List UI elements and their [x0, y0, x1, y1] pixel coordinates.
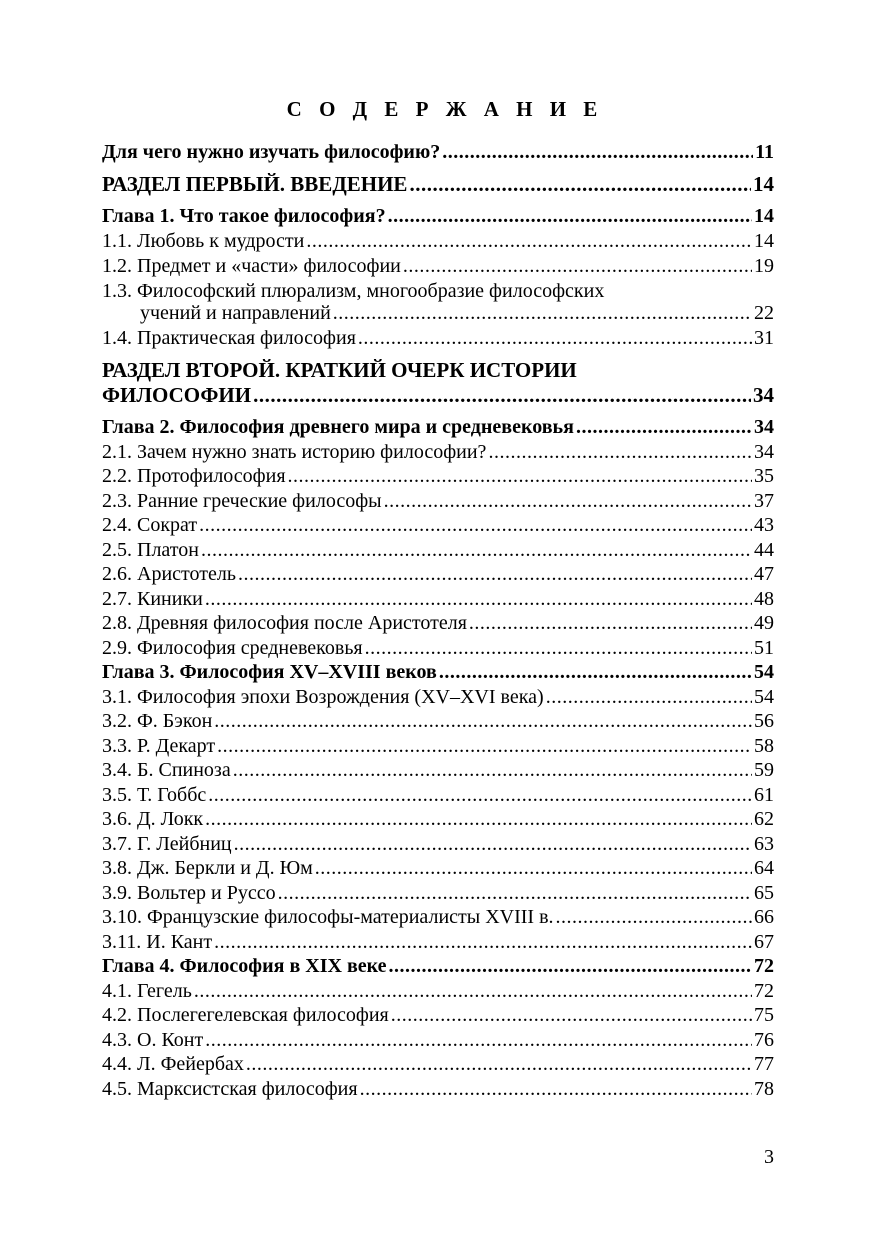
toc-entry[interactable] [102, 562, 774, 587]
toc-entry-page: 65 [754, 882, 774, 904]
toc-entry-page: 58 [754, 735, 774, 757]
toc-entry-title: 3.7. Г. Лейбниц [102, 833, 232, 855]
toc-entry-page: 61 [754, 784, 774, 806]
toc-entry[interactable] [102, 758, 774, 783]
toc-entry-title: 4.4. Л. Фейербах [102, 1053, 244, 1075]
toc-entry-title: ФИЛОСОФИИ [102, 383, 252, 407]
toc-entry-page: 48 [754, 588, 774, 610]
toc-entry[interactable] [102, 685, 774, 710]
toc-entry[interactable] [102, 513, 774, 538]
toc-entry-page: 37 [754, 490, 774, 512]
toc-entry-page: 77 [754, 1053, 774, 1075]
toc-entry-title: 2.7. Киники [102, 588, 203, 610]
toc-entry-page: 54 [754, 661, 774, 683]
toc-entry[interactable] [102, 1003, 774, 1028]
leader-dots [388, 204, 752, 229]
toc-entry[interactable] [102, 326, 774, 351]
toc-entry-title: Глава 2. Философия древнего мира и средневековья [102, 416, 574, 438]
toc-entry-page: 14 [754, 205, 774, 227]
toc-entry-title: 4.2. Послегегелевская философия [102, 1004, 389, 1026]
leader-dots [208, 783, 752, 808]
page-heading: С О Д Е Р Ж А Н И Е [286, 97, 604, 121]
toc-entry-title: 4.5. Марксистская философия [102, 1078, 358, 1100]
toc-entry-page: 56 [754, 710, 774, 732]
leader-dots [333, 301, 752, 326]
toc-entry-title: 3.6. Д. Локк [102, 808, 204, 830]
toc-entry[interactable] [102, 464, 774, 489]
toc-entry-title: 3.9. Вольтер и Руссо [102, 882, 276, 904]
toc-entry-page: 62 [754, 808, 774, 830]
toc-entry[interactable] [102, 301, 774, 326]
leader-dots [194, 979, 752, 1004]
toc-entry-page: 72 [754, 955, 774, 977]
leader-dots [384, 489, 752, 514]
toc-entry-page: 59 [754, 759, 774, 781]
toc-entry-page: 66 [754, 906, 774, 928]
leader-dots [391, 1003, 752, 1028]
leader-dots [365, 636, 752, 661]
toc-entry-page: 34 [754, 416, 774, 438]
toc-entry[interactable] [102, 229, 774, 254]
leader-dots [306, 229, 752, 254]
leader-dots [439, 660, 752, 685]
leader-dots [199, 513, 752, 538]
toc-entry[interactable] [102, 1077, 774, 1102]
toc-entry[interactable] [102, 979, 774, 1004]
toc-entry-page: 54 [754, 686, 774, 708]
toc-entry-title: 3.2. Ф. Бэкон [102, 710, 213, 732]
toc-entry-page: 47 [754, 563, 774, 585]
toc-entry-page: 67 [754, 931, 774, 953]
toc-entry[interactable] [102, 140, 774, 165]
leader-dots [389, 954, 752, 979]
toc-entry-title: 2.9. Философия средневековья [102, 637, 363, 659]
toc-entry-title: 2.5. Платон [102, 539, 199, 561]
toc-entry-title: 2.4. Сократ [102, 514, 198, 536]
toc-entry-title: учений и направлений [140, 302, 331, 324]
leader-dots [214, 930, 752, 955]
leader-dots [360, 1077, 752, 1102]
leader-dots [205, 587, 752, 612]
toc-entry-title: Глава 3. Философия XV–XVIII веков [102, 661, 437, 683]
toc-entry[interactable] [102, 832, 774, 857]
leader-dots [469, 611, 752, 636]
toc-entry-title: Глава 1. Что такое философия? [102, 205, 386, 227]
toc-entry[interactable] [102, 611, 774, 636]
leader-dots [201, 538, 752, 563]
toc-entry[interactable] [102, 538, 774, 563]
toc-entry-title: 3.4. Б. Спиноза [102, 759, 231, 781]
toc-entry-title: 2.1. Зачем нужно знать историю философии? [102, 441, 487, 463]
toc-entry[interactable] [102, 1052, 774, 1077]
toc-entry-title: Глава 4. Философия в XIX веке [102, 955, 387, 977]
leader-dots [546, 685, 752, 710]
leader-dots [214, 709, 752, 734]
toc-entry-page: 31 [754, 327, 774, 349]
toc-entry[interactable] [102, 1028, 774, 1053]
toc-section[interactable] [102, 383, 774, 408]
toc-entry[interactable] [102, 709, 774, 734]
toc-entry-title: 3.10. Французские философы-материалисты XVIII в. [102, 906, 554, 928]
toc-entry-title: 1.1. Любовь к мудрости [102, 230, 305, 252]
toc-chapter[interactable] [102, 660, 774, 685]
toc-chapter[interactable] [102, 415, 774, 440]
toc-entry[interactable] [102, 254, 774, 279]
toc-entry[interactable] [102, 734, 774, 759]
page-number: 3 [764, 1146, 774, 1168]
toc-entry-page: 14 [753, 172, 774, 196]
leader-dots [442, 140, 753, 165]
leader-dots [246, 1052, 752, 1077]
toc-entry[interactable] [102, 905, 774, 930]
toc-entry-title: 3.11. И. Кант [102, 931, 213, 953]
toc-entry-page: 22 [754, 302, 774, 324]
leader-dots [556, 905, 752, 930]
toc-entry-title-line1[interactable]: 1.3. Философский плюрализм, многообразие философских [102, 280, 605, 302]
toc-entry-title: 3.5. Т. Гоббс [102, 784, 207, 806]
leader-dots [238, 562, 752, 587]
leader-dots [358, 326, 752, 351]
leader-dots [278, 881, 752, 906]
toc-entry-title: 2.6. Аристотель [102, 563, 236, 585]
toc-entry-page: 51 [754, 637, 774, 659]
toc-entry-title: 3.1. Философия эпохи Возрождения (XV–XVI века) [102, 686, 544, 708]
toc-entry[interactable] [102, 807, 774, 832]
toc-entry-page: 14 [754, 230, 774, 252]
toc-entry-title: 4.3. О. Конт [102, 1029, 204, 1051]
leader-dots [205, 807, 752, 832]
toc-entry[interactable] [102, 881, 774, 906]
toc-entry-page: 34 [753, 383, 774, 407]
toc-entry-title: 3.8. Дж. Беркли и Д. Юм [102, 857, 313, 879]
toc-entry-title: 1.2. Предмет и «части» философии [102, 255, 401, 277]
leader-dots [205, 1028, 752, 1053]
toc-entry[interactable] [102, 440, 774, 465]
leader-dots [253, 383, 751, 408]
toc-section[interactable] [102, 172, 774, 197]
toc-entry-title: 2.3. Ранние греческие философы [102, 490, 382, 512]
toc-entry[interactable] [102, 587, 774, 612]
toc-entry-page: 75 [754, 1004, 774, 1026]
toc-entry[interactable] [102, 856, 774, 881]
toc-entry-page: 43 [754, 514, 774, 536]
toc-chapter[interactable] [102, 954, 774, 979]
toc-section-title-line1[interactable]: РАЗДЕЛ ВТОРОЙ. КРАТКИЙ ОЧЕРК ИСТОРИИ [102, 358, 577, 382]
toc-entry-title: 3.3. Р. Декарт [102, 735, 216, 757]
toc-entry[interactable] [102, 636, 774, 661]
leader-dots [217, 734, 752, 759]
toc-chapter[interactable] [102, 204, 774, 229]
leader-dots [233, 758, 752, 783]
leader-dots [409, 172, 751, 197]
toc-entry-title: Для чего нужно изучать философию? [102, 141, 441, 163]
toc-entry-page: 72 [754, 980, 774, 1002]
toc-entry-page: 78 [754, 1078, 774, 1100]
leader-dots [234, 832, 752, 857]
toc-entry-title: 4.1. Гегель [102, 980, 192, 1002]
toc-entry-page: 11 [755, 141, 774, 163]
toc-entry[interactable] [102, 930, 774, 955]
leader-dots [403, 254, 752, 279]
toc-entry-page: 76 [754, 1029, 774, 1051]
toc-entry-title: 2.8. Древняя философия после Аристотеля [102, 612, 467, 634]
toc-entry[interactable] [102, 489, 774, 514]
toc-entry-page: 35 [754, 465, 774, 487]
toc-entry-page: 64 [754, 857, 774, 879]
toc-entry-title: РАЗДЕЛ ПЕРВЫЙ. ВВЕДЕНИЕ [102, 172, 408, 196]
toc-entry-page: 49 [754, 612, 774, 634]
toc-entry-page: 34 [754, 441, 774, 463]
toc-entry[interactable] [102, 783, 774, 808]
toc-entry-page: 19 [754, 255, 774, 277]
toc-entry-title: 2.2. Протофилософия [102, 465, 286, 487]
leader-dots [488, 440, 752, 465]
leader-dots [288, 464, 752, 489]
leader-dots [576, 415, 752, 440]
toc-entry-title: 1.4. Практическая философия [102, 327, 356, 349]
toc-entry-page: 63 [754, 833, 774, 855]
toc-entry-page: 44 [754, 539, 774, 561]
leader-dots [315, 856, 752, 881]
